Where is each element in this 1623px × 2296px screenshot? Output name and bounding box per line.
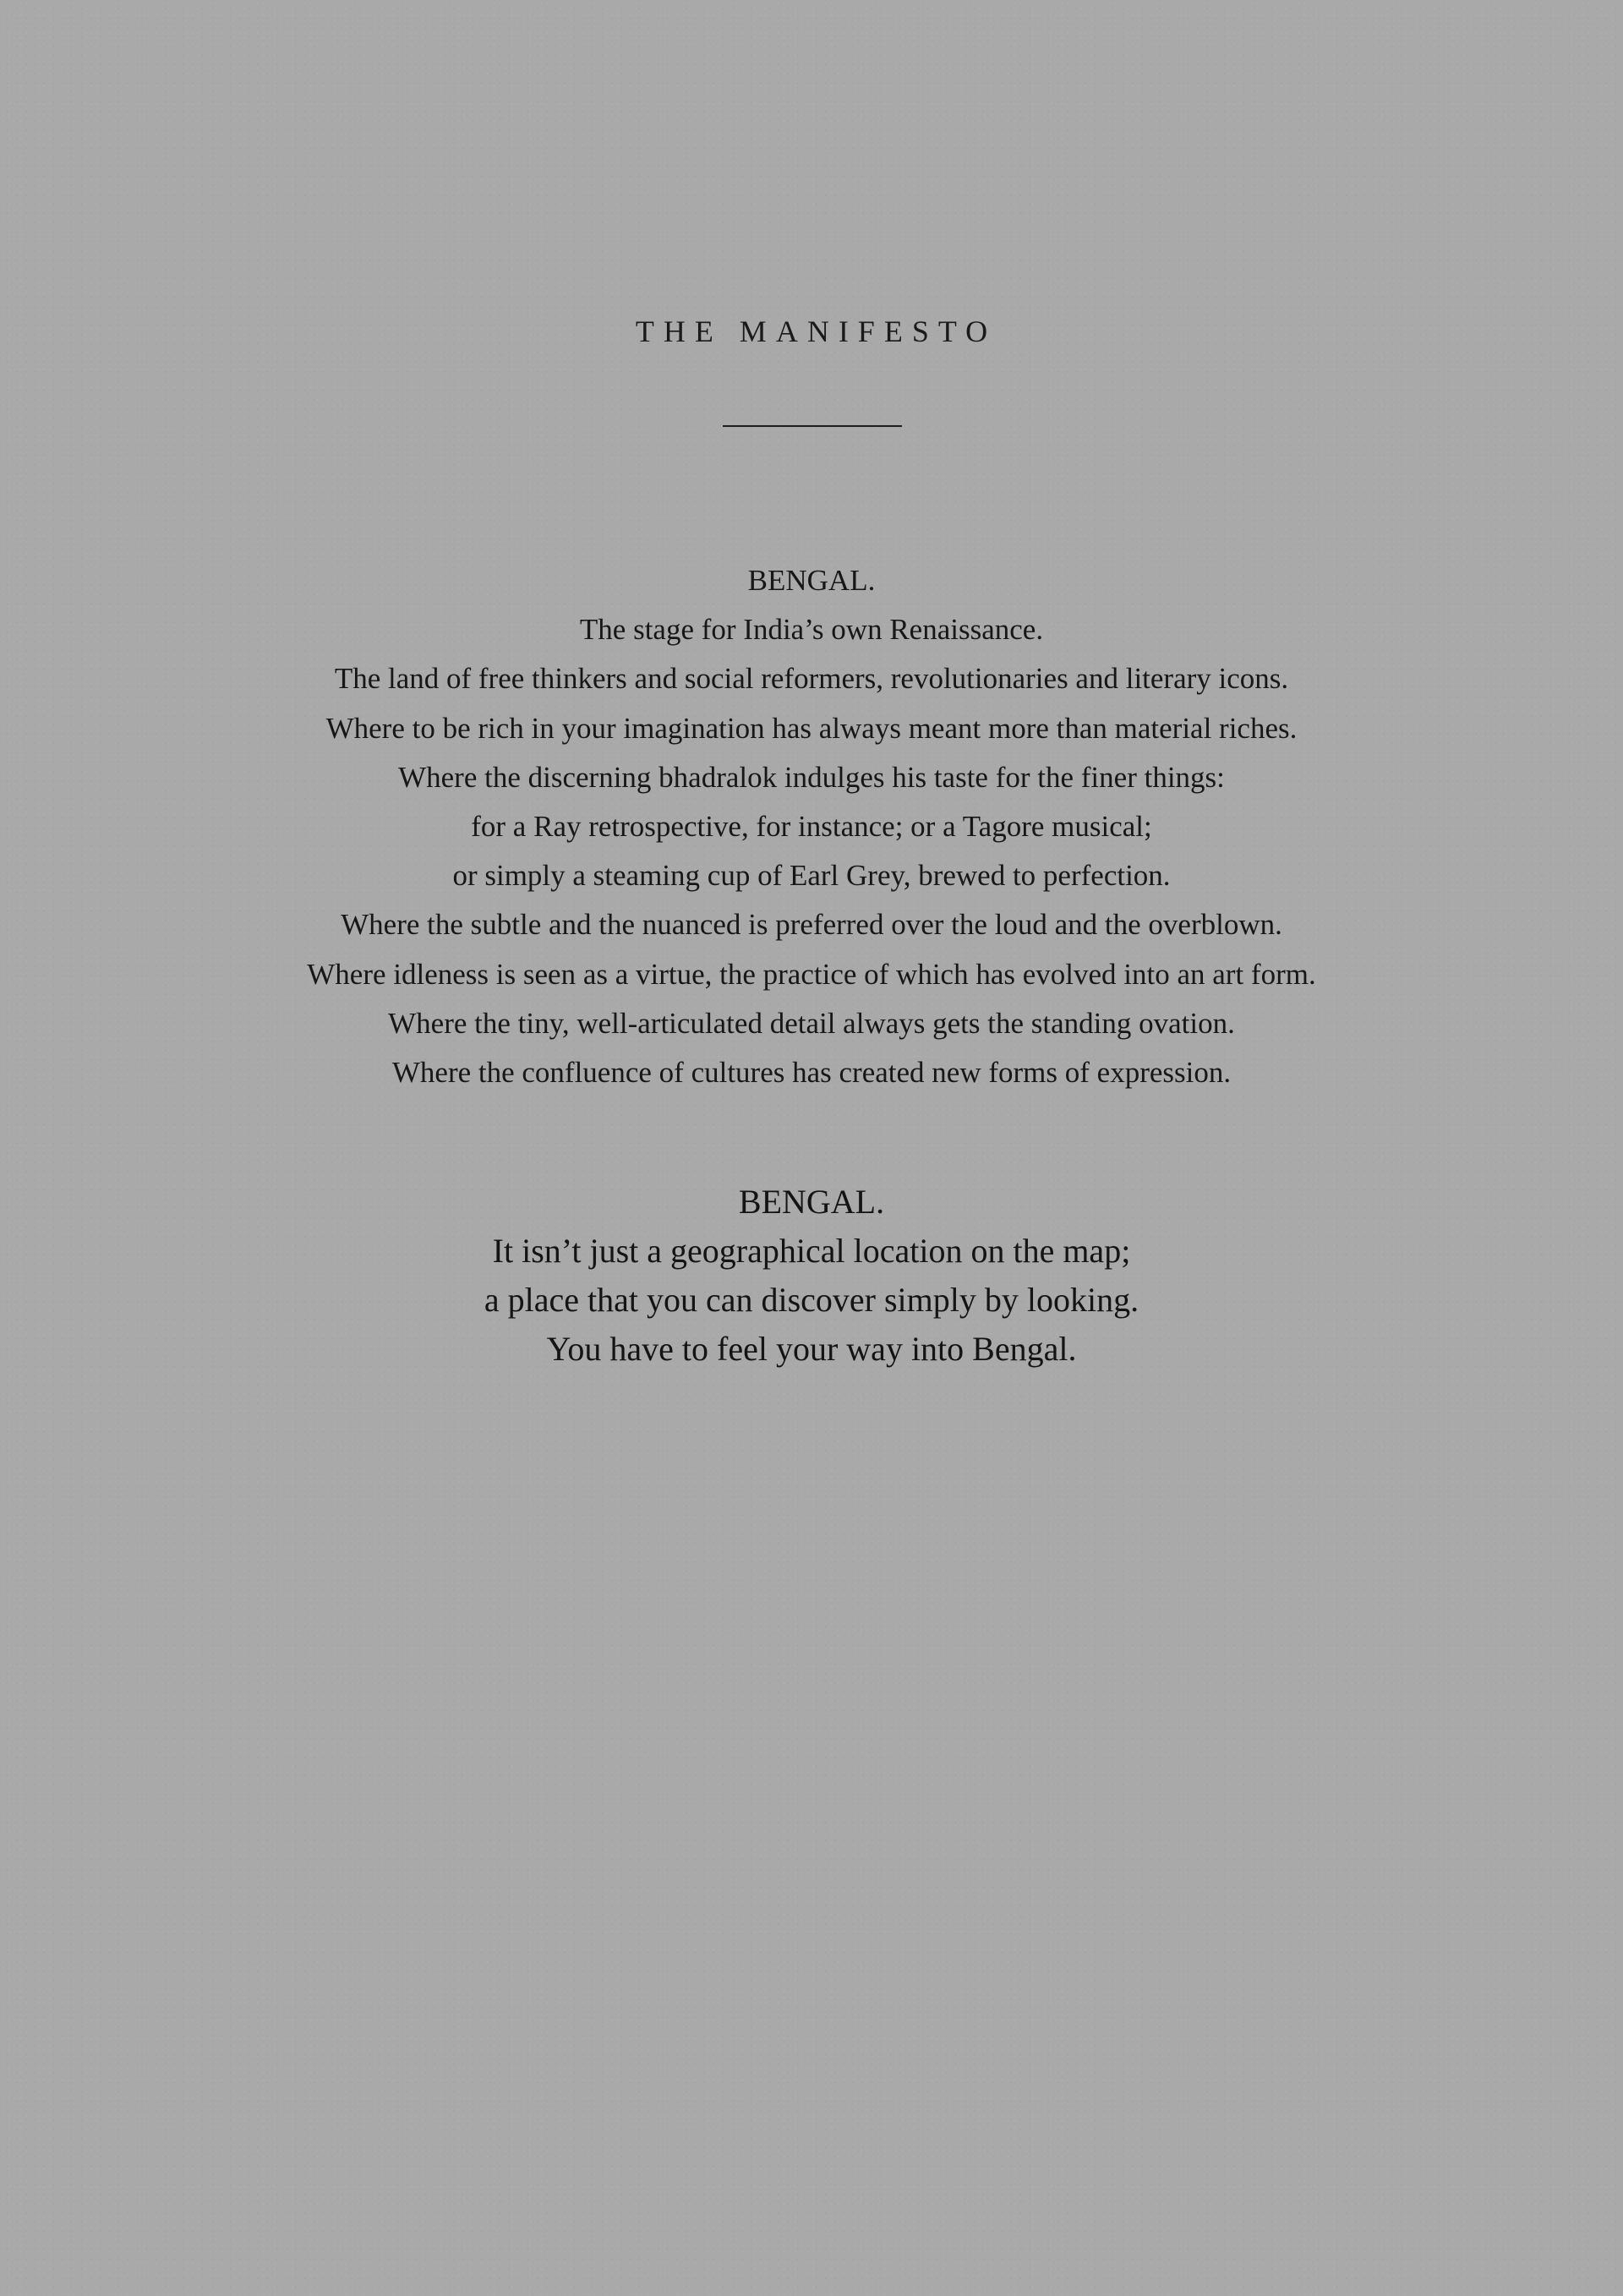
paragraph-1-line: Where the confluence of cultures has created new forms of expression. <box>391 1056 1232 1090</box>
paragraph-1-line: Where the tiny, well-articulated detail always gets the standing ovation. <box>388 1006 1235 1040</box>
paragraph-2-heading: BENGAL. <box>738 1183 885 1221</box>
paragraph-1-line: Where to be rich in your imagination has always meant more than material riches. <box>325 711 1298 745</box>
paragraph-2-line: a place that you can discover simply by looking. <box>484 1281 1139 1319</box>
manifesto-paragraph-2 <box>0 1178 1623 1374</box>
title-divider <box>723 425 902 427</box>
paragraph-1-line: Where idleness is seen as a virtue, the practice of which has evolved into an art form. <box>307 957 1316 991</box>
paragraph-1-line: Where the subtle and the nuanced is preferred over the loud and the overblown. <box>341 908 1282 942</box>
paragraph-1-line: Where the discerning bhadralok indulges his taste for the finer things: <box>398 760 1225 794</box>
paragraph-2-line: It isn’t just a geographical location on the map; <box>492 1232 1131 1270</box>
paragraph-1-heading: BENGAL. <box>747 564 876 597</box>
page-title: THE MANIFESTO <box>635 314 997 348</box>
paragraph-1-line: or simply a steaming cup of Earl Grey, brewed to perfection. <box>452 859 1171 893</box>
paragraph-1-line: The land of free thinkers and social reformers, revolutionaries and literary icons. <box>334 662 1289 696</box>
paragraph-1-line: The stage for India’s own Renaissance. <box>579 613 1044 647</box>
manifesto-paragraph-1 <box>0 556 1623 1097</box>
paragraph-1-line: for a Ray retrospective, for instance; or a Tagore musical; <box>471 810 1152 844</box>
paragraph-2-line: You have to feel your way into Bengal. <box>546 1330 1077 1368</box>
